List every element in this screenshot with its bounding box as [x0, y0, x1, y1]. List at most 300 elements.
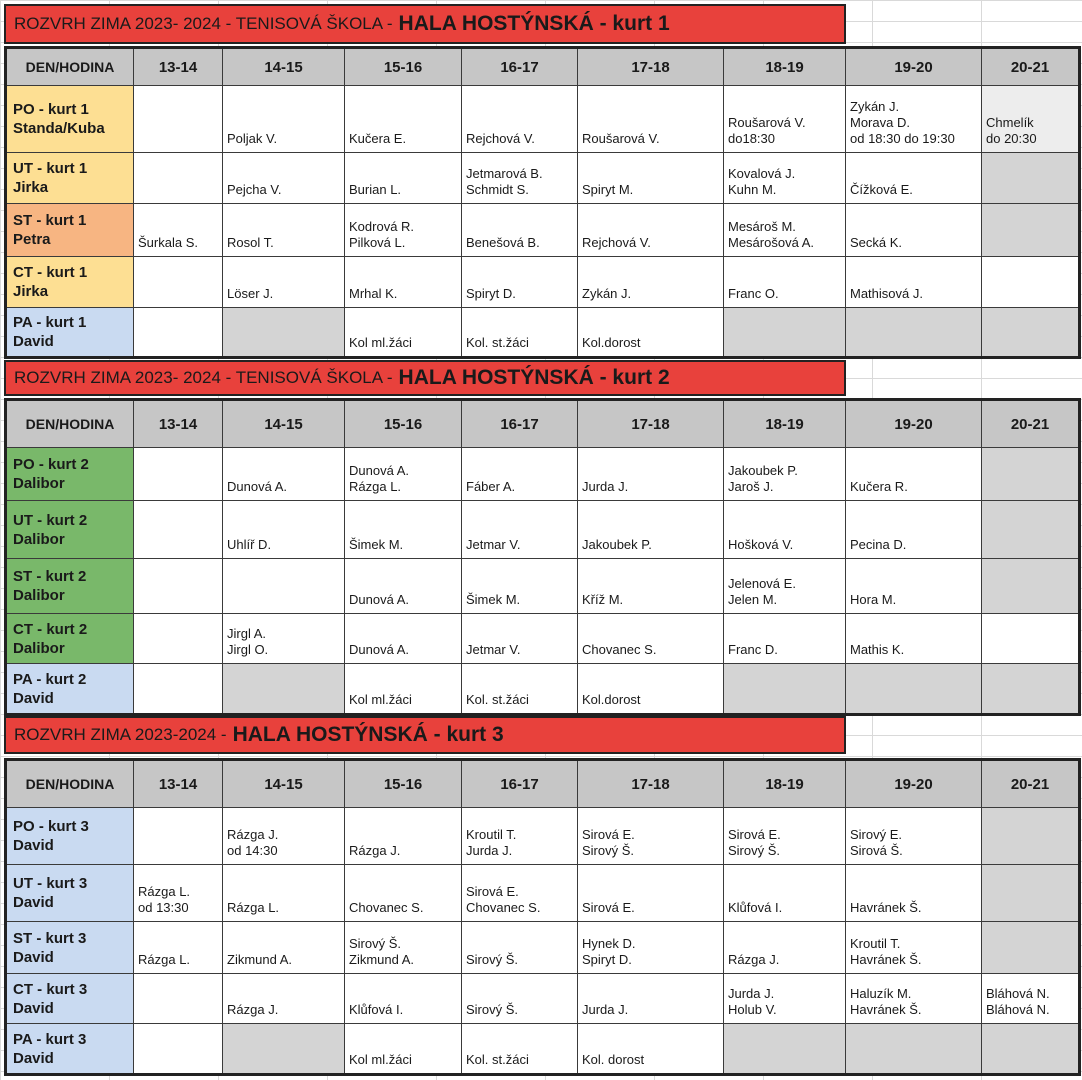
schedule-cell [462, 865, 578, 922]
schedule-cell [462, 664, 578, 715]
schedule-cell [134, 448, 223, 501]
student-entry: Chmelík [986, 115, 1034, 130]
schedule-cell [846, 1024, 982, 1075]
student-entry: Klůfová I. [728, 900, 783, 915]
student-entry: Roušarová V. [582, 131, 660, 146]
schedule-cell [578, 664, 724, 715]
table-row [6, 204, 1080, 257]
student-entry: Mathis K. [850, 642, 905, 657]
student-entry: Havránek Š. [850, 952, 922, 967]
table-row [6, 559, 1080, 614]
table-row [6, 922, 1080, 974]
schedule-cell [578, 559, 724, 614]
student-entry: Jetmarová B. [466, 166, 543, 181]
schedule-cell [134, 974, 223, 1024]
coach-name: David [13, 894, 54, 911]
schedule-cell [724, 614, 846, 664]
day-court-label [6, 614, 134, 664]
student-entry: Kol.dorost [582, 692, 641, 707]
schedule-cell [846, 559, 982, 614]
student-entry: Mathisová J. [850, 286, 923, 301]
student-entry: Haluzík M. [850, 986, 912, 1001]
schedule-cell [462, 308, 578, 358]
day-court-name: PO - kurt 1 [13, 101, 89, 118]
student-entry: Morava D. [850, 115, 910, 130]
coach-name: David [13, 333, 54, 350]
schedule-cell [223, 308, 345, 358]
schedule-cell [846, 257, 982, 308]
student-entry: Poljak V. [227, 131, 278, 146]
schedule-cell [846, 614, 982, 664]
coach-name: Petra [13, 231, 51, 248]
schedule-cell [724, 559, 846, 614]
student-entry: Rázga L. [138, 884, 191, 899]
student-entry: Hošková V. [728, 537, 794, 552]
student-entry: Holub V. [728, 1002, 777, 1017]
student-entry: Rejchová V. [582, 235, 651, 250]
schedule-cell [846, 974, 982, 1024]
schedule-cell [462, 153, 578, 204]
student-entry: Zykán J. [850, 99, 900, 114]
schedule-cell [462, 204, 578, 257]
header-hour: 18-19 [724, 48, 846, 86]
student-entry: Mesárošová A. [728, 235, 814, 250]
header-row [6, 48, 1080, 86]
student-entry: Franc O. [728, 286, 779, 301]
schedule-cell [982, 865, 1080, 922]
schedule-cell [982, 664, 1080, 715]
schedule-cell [846, 865, 982, 922]
header-hour: 13-14 [134, 760, 223, 808]
schedule-cell [846, 308, 982, 358]
header-hour: 13-14 [134, 48, 223, 86]
schedule-cell [578, 153, 724, 204]
day-court-label [6, 308, 134, 358]
schedule-cell [846, 153, 982, 204]
section-title [4, 360, 846, 396]
header-day-hour: DEN/HODINA [6, 48, 134, 86]
schedule-cell [223, 559, 345, 614]
student-entry: Kol ml.žáci [349, 692, 412, 707]
section-title-prefix: ROZVRH ZIMA 2023- 2024 - TENISOVÁ ŠKOLA - [14, 14, 393, 33]
student-entry: Sirový Š. [728, 843, 781, 858]
student-entry: Kučera E. [349, 131, 407, 146]
schedule-cell [578, 204, 724, 257]
student-entry: Jelen M. [728, 592, 778, 607]
student-entry: Sirový Š. [349, 936, 402, 951]
student-entry: Kol. dorost [582, 1052, 645, 1067]
table-row [6, 974, 1080, 1024]
schedule-cell [846, 86, 982, 153]
header-hour: 17-18 [578, 48, 724, 86]
student-entry: Rejchová V. [466, 131, 535, 146]
table-row [6, 86, 1080, 153]
schedule-cell [223, 614, 345, 664]
day-court-label [6, 86, 134, 153]
schedule-cell [846, 664, 982, 715]
student-entry: Kol.dorost [582, 335, 641, 350]
schedule-cell [724, 664, 846, 715]
table-row [6, 808, 1080, 865]
schedule-cell [345, 559, 462, 614]
student-entry: Sirová E. [728, 827, 781, 842]
schedule-cell [578, 86, 724, 153]
student-entry: Sirová E. [582, 827, 635, 842]
student-entry: Rázga L. [138, 952, 191, 967]
table-row [6, 664, 1080, 715]
schedule-cell [134, 308, 223, 358]
schedule-cell [345, 308, 462, 358]
table-row [6, 614, 1080, 664]
student-entry: Jurda J. [582, 1002, 629, 1017]
student-entry: Sirová E. [466, 884, 519, 899]
schedule-cell [134, 922, 223, 974]
student-entry: Dunová A. [349, 642, 409, 657]
schedule-cell [462, 808, 578, 865]
student-entry: Rázga J. [728, 952, 780, 967]
student-entry: od 13:30 [138, 900, 189, 915]
section-title-prefix: ROZVRH ZIMA 2023-2024 - [14, 725, 227, 744]
schedule-cell [982, 1024, 1080, 1075]
coach-name: David [13, 948, 54, 966]
schedule-cell [724, 257, 846, 308]
header-hour: 18-19 [724, 760, 846, 808]
schedule-cell [578, 865, 724, 922]
student-entry: Jurda J. [466, 843, 513, 858]
student-entry: Chovanec S. [582, 642, 657, 657]
schedule-cell [345, 808, 462, 865]
schedule-cell [462, 922, 578, 974]
schedule-cell [134, 86, 223, 153]
schedule-cell [134, 614, 223, 664]
schedule-cell [345, 257, 462, 308]
student-entry: Kol ml.žáci [349, 1052, 412, 1067]
schedule-cell [223, 257, 345, 308]
student-entry: Rosol T. [227, 235, 274, 250]
schedule-cell [223, 664, 345, 715]
schedule-cell [223, 922, 345, 974]
section-title [4, 716, 846, 754]
schedule-cell [223, 86, 345, 153]
header-day-hour: DEN/HODINA [6, 400, 134, 448]
student-entry: Zykán J. [582, 286, 632, 301]
student-entry: Schmidt S. [466, 182, 529, 197]
student-entry: Klůfová I. [349, 1002, 404, 1017]
header-hour: 18-19 [724, 400, 846, 448]
student-entry: do 20:30 [986, 131, 1037, 146]
student-entry: Roušarová V. [728, 115, 806, 130]
day-court-name: UT - kurt 3 [13, 875, 88, 892]
student-entry: Kol ml.žáci [349, 335, 412, 350]
coach-name: David [13, 689, 54, 707]
schedule-cell [345, 501, 462, 559]
header-hour: 16-17 [462, 400, 578, 448]
schedule-cell [724, 308, 846, 358]
schedule-cell [134, 257, 223, 308]
student-entry: Chovanec S. [349, 900, 424, 915]
day-court-label [6, 1024, 134, 1075]
coach-name: David [13, 999, 54, 1017]
header-hour: 14-15 [223, 400, 345, 448]
schedule-cell [578, 308, 724, 358]
coach-name: Jirka [13, 283, 49, 300]
schedule-cell [134, 153, 223, 204]
day-court-name: PO - kurt 2 [13, 456, 89, 473]
schedule-cell [345, 1024, 462, 1075]
day-court-name: CT - kurt 2 [13, 620, 88, 638]
student-entry: Hora M. [850, 592, 897, 607]
student-entry: Kol. st.žáci [466, 335, 529, 350]
schedule-cell [578, 922, 724, 974]
student-entry: Mrhal K. [349, 286, 398, 301]
schedule-cell [578, 257, 724, 308]
student-entry: Kovalová J. [728, 166, 796, 181]
table-row [6, 1024, 1080, 1075]
day-court-name: PA - kurt 3 [13, 1030, 87, 1048]
header-hour: 15-16 [345, 760, 462, 808]
schedule-cell [134, 865, 223, 922]
section-title-hall: HALA HOSTÝNSKÁ - kurt 1 [398, 12, 670, 35]
student-entry: do18:30 [728, 131, 775, 146]
schedule-cell [724, 974, 846, 1024]
header-row [6, 760, 1080, 808]
schedule-cell [223, 1024, 345, 1075]
student-entry: Jetmar V. [466, 537, 521, 552]
schedule-cell [345, 86, 462, 153]
student-entry: Jakoubek P. [728, 463, 798, 478]
schedule-cell [578, 501, 724, 559]
student-entry: Zikmund A. [349, 952, 415, 967]
header-hour: 20-21 [982, 400, 1080, 448]
student-entry: Sirová E. [582, 900, 635, 915]
schedule-cell [846, 922, 982, 974]
coach-name: Dalibor [13, 639, 65, 657]
schedule-cell [345, 614, 462, 664]
schedule-cell [462, 86, 578, 153]
day-court-name: ST - kurt 3 [13, 929, 87, 947]
schedule-cell [724, 204, 846, 257]
coach-name: David [13, 837, 54, 854]
student-entry: Jurda J. [582, 479, 629, 494]
header-day-hour: DEN/HODINA [6, 760, 134, 808]
schedule-cell [846, 808, 982, 865]
student-entry: Šimek M. [349, 537, 404, 552]
coach-name: David [13, 1049, 54, 1067]
student-entry: od 18:30 do 19:30 [850, 131, 955, 146]
section-title-prefix: ROZVRH ZIMA 2023- 2024 - TENISOVÁ ŠKOLA - [14, 368, 393, 387]
schedule-cell [345, 664, 462, 715]
student-entry: Havránek Š. [850, 1002, 922, 1017]
schedule-cell [223, 448, 345, 501]
schedule-cell [134, 664, 223, 715]
coach-name: Dalibor [13, 530, 65, 548]
student-entry: Chovanec S. [466, 900, 541, 915]
student-entry: Kříž M. [582, 592, 624, 607]
student-entry: Jirgl A. [227, 626, 267, 641]
schedule-table [4, 46, 1081, 359]
schedule-cell [134, 808, 223, 865]
table-row [6, 501, 1080, 559]
schedule-cell [223, 204, 345, 257]
student-entry: Löser J. [227, 286, 274, 301]
schedule-cell [982, 257, 1080, 308]
student-entry: Kol. st.žáci [466, 692, 529, 707]
schedule-cell [724, 501, 846, 559]
schedule-cell [578, 808, 724, 865]
student-entry: Sirová Š. [850, 843, 903, 858]
student-entry: Fáber A. [466, 479, 516, 494]
header-hour: 13-14 [134, 400, 223, 448]
schedule-cell [578, 448, 724, 501]
section-title [4, 4, 846, 44]
schedule-cell [223, 153, 345, 204]
header-hour: 14-15 [223, 48, 345, 86]
schedule-cell [724, 1024, 846, 1075]
schedule-cell [982, 86, 1080, 153]
schedule-cell [462, 501, 578, 559]
schedule-cell [578, 614, 724, 664]
schedule-cell [345, 204, 462, 257]
day-court-name: UT - kurt 1 [13, 160, 88, 177]
schedule-cell [345, 448, 462, 501]
section-title-hall: HALA HOSTÝNSKÁ - kurt 2 [398, 366, 670, 389]
schedule-cell [846, 501, 982, 559]
schedule-cell [134, 1024, 223, 1075]
student-entry: Šimek M. [466, 592, 521, 607]
student-entry: Zikmund A. [227, 952, 293, 967]
schedule-cell [462, 974, 578, 1024]
student-entry: Bláhová N. [986, 986, 1050, 1001]
student-entry: Kroutil T. [850, 936, 901, 951]
student-entry: Hynek D. [582, 936, 636, 951]
schedule-cell [982, 614, 1080, 664]
day-court-name: PO - kurt 3 [13, 818, 89, 835]
header-hour: 15-16 [345, 400, 462, 448]
schedule-cell [134, 204, 223, 257]
schedule-cell [724, 153, 846, 204]
schedule-cell [982, 204, 1080, 257]
day-court-name: CT - kurt 3 [13, 980, 88, 998]
schedule-cell [462, 559, 578, 614]
student-entry: Šurkala S. [138, 235, 198, 250]
day-court-label [6, 501, 134, 559]
schedule-cell [462, 1024, 578, 1075]
day-court-name: UT - kurt 2 [13, 511, 88, 529]
schedule-cell [846, 448, 982, 501]
header-row [6, 400, 1080, 448]
student-entry: Benešová B. [466, 235, 540, 250]
schedule-cell [982, 448, 1080, 501]
student-entry: Jirgl O. [227, 642, 269, 657]
header-hour: 16-17 [462, 48, 578, 86]
student-entry: Jaroš J. [728, 479, 774, 494]
student-entry: Bláhová N. [986, 1002, 1050, 1017]
student-entry: Rázga L. [227, 900, 280, 915]
coach-name: Jirka [13, 179, 49, 196]
student-entry: Dunová A. [349, 592, 409, 607]
schedule-cell [724, 448, 846, 501]
table-row [6, 257, 1080, 308]
day-court-label [6, 559, 134, 614]
schedule-cell [345, 974, 462, 1024]
student-entry: Jetmar V. [466, 642, 521, 657]
day-court-label [6, 865, 134, 922]
student-entry: Kuhn M. [728, 182, 777, 197]
student-entry: Rázga L. [349, 479, 402, 494]
day-court-label [6, 808, 134, 865]
student-entry: Pecina D. [850, 537, 907, 552]
day-court-label [6, 922, 134, 974]
schedule-cell [982, 153, 1080, 204]
day-court-label [6, 153, 134, 204]
student-entry: Sirový Š. [466, 952, 519, 967]
coach-name: Dalibor [13, 587, 65, 604]
student-entry: Rázga J. [349, 843, 401, 858]
header-hour: 19-20 [846, 760, 982, 808]
schedule-cell [223, 865, 345, 922]
schedule-cell [462, 448, 578, 501]
table-row [6, 153, 1080, 204]
schedule-cell [724, 808, 846, 865]
header-hour: 20-21 [982, 760, 1080, 808]
schedule-cell [134, 559, 223, 614]
schedule-cell [982, 501, 1080, 559]
student-entry: Spiryt D. [466, 286, 516, 301]
schedule-cell [223, 974, 345, 1024]
student-entry: Spiryt D. [582, 952, 632, 967]
student-entry: Jakoubek P. [582, 537, 652, 552]
header-hour: 19-20 [846, 400, 982, 448]
header-hour: 17-18 [578, 760, 724, 808]
student-entry: Sirový E. [850, 827, 903, 842]
schedule-cell [462, 614, 578, 664]
coach-name: Standa/Kuba [13, 120, 105, 137]
header-hour: 17-18 [578, 400, 724, 448]
schedule-cell [982, 974, 1080, 1024]
coach-name: Dalibor [13, 475, 65, 492]
day-court-name: PA - kurt 1 [13, 314, 87, 331]
student-entry: Jelenová E. [728, 576, 796, 591]
schedule-cell [345, 922, 462, 974]
section-title-hall: HALA HOSTÝNSKÁ - kurt 3 [232, 723, 504, 746]
student-entry: od 14:30 [227, 843, 278, 858]
schedule-cell [982, 922, 1080, 974]
student-entry: Uhlíř D. [227, 537, 272, 552]
student-entry: Burian L. [349, 182, 402, 197]
student-entry: Secká K. [850, 235, 903, 250]
schedule-cell [578, 1024, 724, 1075]
schedule-cell [345, 865, 462, 922]
student-entry: Dunová A. [227, 479, 287, 494]
student-entry: Kodrová R. [349, 219, 415, 234]
student-entry: Sirový Š. [466, 1002, 519, 1017]
schedule-table [4, 758, 1081, 1076]
header-hour: 20-21 [982, 48, 1080, 86]
student-entry: Spiryt M. [582, 182, 634, 197]
schedule-cell [724, 865, 846, 922]
student-entry: Rázga J. [227, 827, 279, 842]
schedule-cell [724, 922, 846, 974]
day-court-name: PA - kurt 2 [13, 670, 87, 688]
schedule-cell [846, 204, 982, 257]
schedule-cell [982, 559, 1080, 614]
schedule-cell [345, 153, 462, 204]
day-court-label [6, 204, 134, 257]
schedule-cell [223, 501, 345, 559]
student-entry: Kol. st.žáci [466, 1052, 529, 1067]
header-hour: 14-15 [223, 760, 345, 808]
student-entry: Dunová A. [349, 463, 409, 478]
